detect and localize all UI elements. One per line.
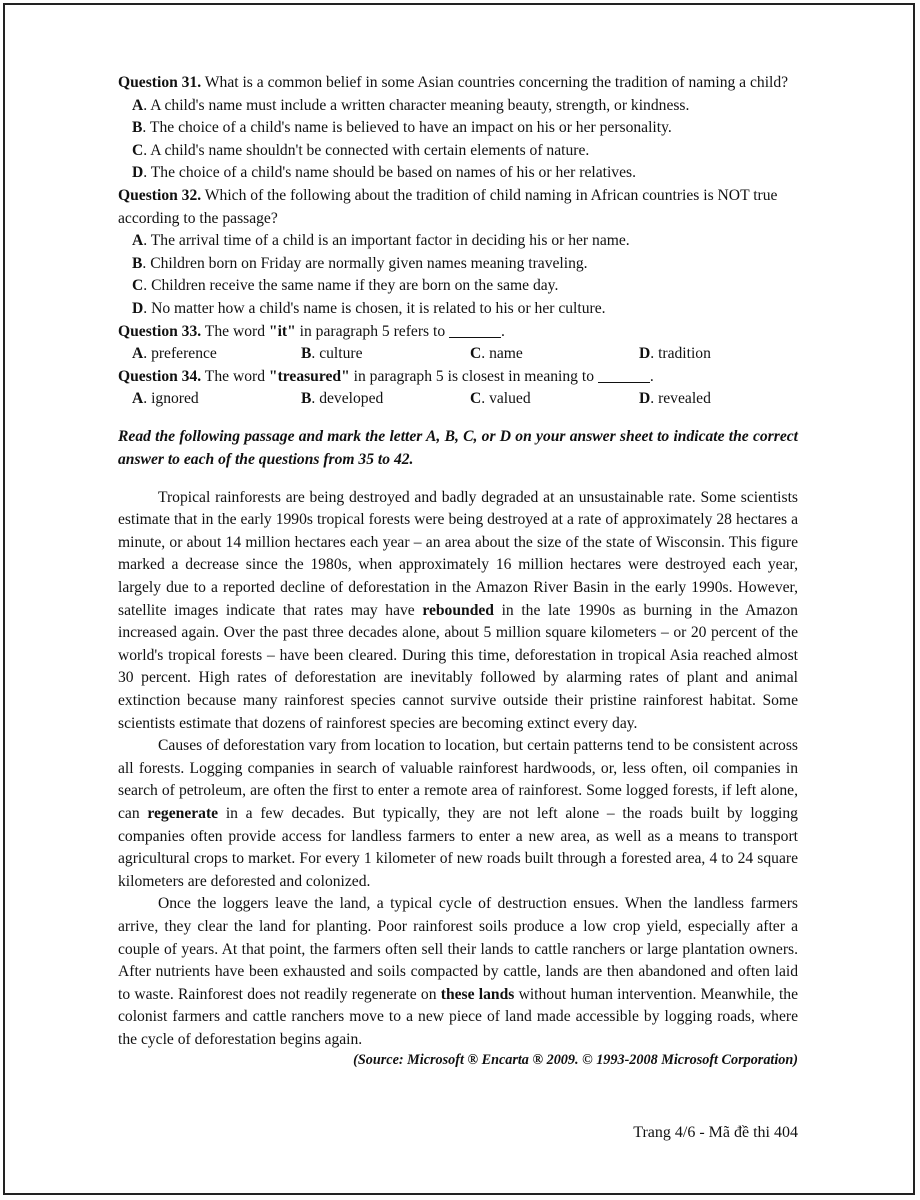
quoted-word: "it" (268, 322, 296, 340)
question-text: . (501, 322, 505, 340)
highlighted-word: these lands (440, 985, 515, 1003)
paragraph-text: Once the loggers leave the land, a typical cycle of destruction ensues. When the landless farmers arrive, they clear the land for planting. Poor rainforest soils produce a low crop yield, especially after a couple of years. At that point, the farmers often sell their lands to cattle ranchers or large plantation owners. After nutrients have been exhausted and soils compacted by cattle, lands are then abandoned and often laid to waste. Rainforest does not readily regenerate on (118, 895, 798, 1003)
paragraph-text: in the late 1990s as burning in the Amazon increased again. Over the past three decades alone, about 5 million square kilometers – or 20 percent of the world's tropical forests – have been cleared. During this time, deforestation in tropical Asia reached almost 30 percent. High rates of deforestation are inevitably followed by alarming rates of plant and animal extinction because many rainforest species cannot survive outside their pristine rainforest habitat. Some scientists estimate that dozens of rainforest species are becoming extinct every day. (118, 601, 798, 732)
passage-paragraph-3 (118, 893, 798, 1051)
option-text: . A child's name must include a written character meaning beauty, strength, or kindness. (143, 96, 690, 114)
question-34 (118, 366, 798, 389)
paragraph-text: Tropical rainforests are being destroyed and badly degraded at an unsustainable rate. Some scientists estimate that in the early 1990s tropical forests were being destroyed at a rate of approximately 28 hectares a minute, or about 14 million hectares each year – an area about the size of the state of Wisconsin. This figure marked a decrease since the 1980s, when approximately 16 million hectares were destroyed each year, largely due to a reported decline of deforestation in the Amazon River Basin in the early 1990s. However, satellite images indicate that rates may have (118, 488, 798, 619)
option-letter: A (132, 232, 144, 250)
page-footer: Trang 4/6 - Mã đề thi 404 (633, 1124, 798, 1141)
question-number: Question 34. (118, 367, 202, 385)
option-letter: D (639, 345, 651, 363)
option-33-d (639, 343, 798, 366)
option-letter: C (470, 345, 482, 363)
option-letter: B (301, 345, 312, 363)
option-letter: D (132, 164, 144, 182)
question-number: Question 32. (118, 186, 202, 204)
passage-paragraph-1 (118, 487, 798, 736)
option-text: . valued (481, 390, 531, 408)
paragraph-text: without human intervention. Meanwhile, the colonist farmers and cattle ranchers move to a new piece of land made accessible by logging roads, where the cycle of deforestation begins again. (118, 985, 799, 1048)
option-text: . Children born on Friday are normally given names meaning traveling. (142, 254, 588, 272)
option-text: . No matter how a child's name is chosen, it is related to his or her culture. (143, 299, 606, 317)
option-letter: B (132, 254, 143, 272)
question-text: in paragraph 5 refers to (295, 322, 450, 340)
option-letter: C (132, 141, 144, 159)
option-32-a (118, 230, 798, 253)
highlighted-word: rebounded (422, 601, 494, 619)
question-31 (118, 72, 798, 95)
option-text: . The choice of a child's name is believed to have an impact on his or her personality. (142, 119, 672, 137)
option-31-d (118, 162, 798, 185)
option-34-c (470, 388, 639, 411)
question-text: Which of the following about the tradition of child naming in African countries is NOT true according to the passage? (118, 186, 778, 227)
option-text: . Children receive the same name if they are born on the same day. (143, 277, 559, 295)
option-31-c (118, 140, 798, 163)
answer-blank (598, 366, 650, 383)
exam-content (118, 72, 798, 1084)
paragraph-text: in a few decades. But typically, they are not left alone – the roads built by logging companies often provide access for landless farmers to enter a new area, as well as a means to transport agricultural crops to market. For every 1 kilometer of new roads built through a forested area, 4 to 24 square kilometers are deforested and colonized. (118, 805, 798, 890)
option-31-a (118, 95, 798, 118)
option-letter: A (132, 345, 144, 363)
option-34-d (639, 388, 798, 411)
option-32-c (118, 275, 798, 298)
passage-paragraph-2 (118, 735, 798, 893)
option-33-b (301, 343, 470, 366)
passage-source: (Source: Microsoft ® Encarta ® 2009. © 1993-2008 Microsoft Corporation) (353, 1051, 798, 1068)
answer-blank (449, 321, 501, 338)
option-letter: B (301, 390, 312, 408)
question-text: The word (201, 322, 269, 340)
option-32-d (118, 298, 798, 321)
highlighted-word: regenerate (147, 805, 219, 822)
option-text: . revealed (650, 390, 711, 408)
option-34-b (301, 388, 470, 411)
option-letter: C (132, 277, 144, 295)
option-text: . The arrival time of a child is an important factor in deciding his or her name. (143, 232, 630, 250)
option-text: . developed (311, 390, 384, 408)
option-33-a (132, 343, 301, 366)
quoted-word: "treasured" (268, 367, 350, 385)
option-letter: C (470, 390, 482, 408)
question-number: Question 33. (118, 322, 202, 340)
option-32-b (118, 253, 798, 276)
option-31-b (118, 117, 798, 140)
question-text: What is a common belief in some Asian countries concerning the tradition of naming a child? (201, 74, 789, 91)
option-text: . name (481, 345, 523, 363)
question-32 (118, 185, 798, 230)
question-text: The word (201, 367, 269, 385)
question-33 (118, 321, 798, 344)
option-text: . The choice of a child's name should be based on names of his or her relatives. (143, 164, 636, 182)
option-letter: D (639, 390, 651, 408)
option-34-a (132, 388, 301, 411)
option-letter: A (132, 390, 144, 408)
passage-instruction: Read the following passage and mark the letter A, B, C, or D on your answer sheet to indicate the correct answer to each of the questions from 35 to 42. (118, 427, 798, 468)
option-text: . ignored (143, 390, 199, 408)
option-letter: D (132, 299, 144, 317)
option-letter: A (132, 96, 144, 114)
question-text: . (649, 367, 654, 385)
option-text: . culture (311, 345, 363, 363)
option-33-c (470, 343, 639, 366)
question-text: in paragraph 5 is closest in meaning to (349, 367, 598, 385)
option-letter: B (132, 119, 143, 137)
options-row-33 (118, 343, 798, 366)
option-text: . preference (143, 345, 217, 363)
question-number: Question 31. (118, 74, 202, 91)
option-text: . A child's name shouldn't be connected with certain elements of nature. (143, 141, 590, 159)
option-text: . tradition (650, 345, 711, 363)
paragraph-text: Causes of deforestation vary from location to location, but certain patterns tend to be consistent across all forests. Logging companies in search of valuable rainforest hardwoods, or, less often, oil companies in search of petroleum, are often the first to enter a remote area of rainforest. Some logged forests, if left alone, can (118, 737, 798, 822)
options-row-34 (118, 388, 798, 411)
